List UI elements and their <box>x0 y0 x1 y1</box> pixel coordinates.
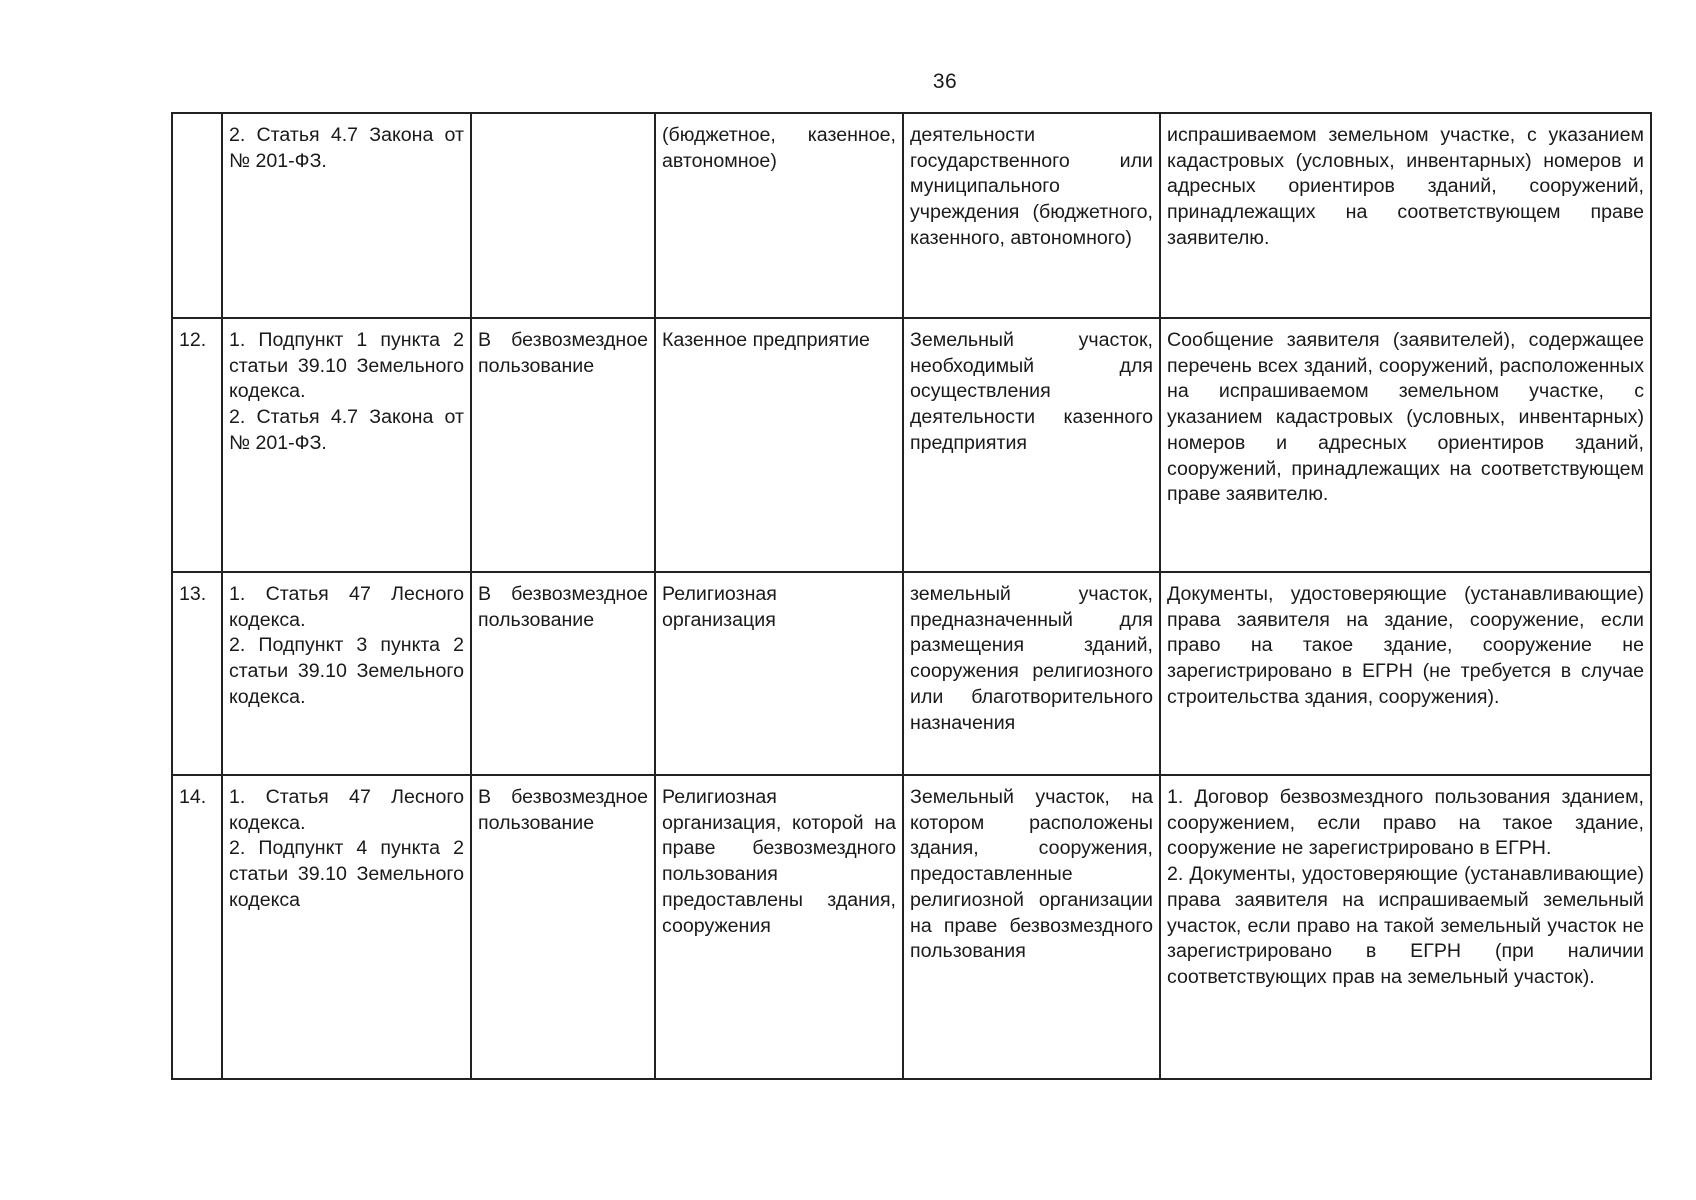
land-purpose-cell: земельный участок, предназначенный для размещения зданий, сооружения религиозного или благотворительного назначения <box>903 572 1160 775</box>
document-item: испрашиваемом земельном участке, с указанием кадастровых (условных, инвентарных) номеров и адресных ориентиров зданий, сооружений, принадлежащих на соответствующем праве заявителю. <box>1167 124 1644 249</box>
legal-basis-item: 1. Статья 47 Лесного кодекса. <box>229 786 464 834</box>
documents-cell <box>1160 113 1651 318</box>
document-item: Документы, удостоверяющие (устанавливающие) права заявителя на здание, сооружение, если право на такое здание, сооружение не зарегистрировано в ЕГРН (не требуется в случае строительства здания, сооружения). <box>1167 583 1644 708</box>
applicant-cell: Религиозная организация, которой на праве безвозмездного пользования предоставлены здания, сооружения <box>655 775 903 1079</box>
document-item: 2. Документы, удостоверяющие (устанавливающие) права заявителя на испрашиваемый земельный участок, если право на такой земельный участок не зарегистрировано в ЕГРН (при наличии соответствующих прав на земельный участок). <box>1167 863 1644 988</box>
table-row <box>172 775 1651 1079</box>
legal-basis-cell <box>222 775 471 1079</box>
land-purpose-cell: деятельности государственного или муниципального учреждения (бюджетного, казенного, автономного) <box>903 113 1160 318</box>
row-number <box>172 113 222 318</box>
documents-cell <box>1160 318 1651 572</box>
table-row <box>172 113 1651 318</box>
legal-basis-cell <box>222 113 471 318</box>
legal-basis-cell <box>222 572 471 775</box>
land-purpose-cell: Земельный участок, необходимый для осуществления деятельности казенного предприятия <box>903 318 1160 572</box>
legal-basis-item: 1. Статья 47 Лесного кодекса. <box>229 583 464 631</box>
applicant-cell: Казенное предприятие <box>655 318 903 572</box>
page-number: 36 <box>932 70 958 93</box>
row-number: 14. <box>172 775 222 1079</box>
document-item: 1. Договор безвозмездного пользования зданием, сооружением, если право на такое здание, сооружение не зарегистрировано в ЕГРН. <box>1167 786 1644 860</box>
applicant-cell: Религиозная организация <box>655 572 903 775</box>
table-row <box>172 318 1651 572</box>
row-number: 12. <box>172 318 222 572</box>
applicant-cell: (бюджетное, казенное, автономное) <box>655 113 903 318</box>
legal-basis-item: 2. Подпункт 4 пункта 2 статьи 39.10 Земельного кодекса <box>229 837 464 911</box>
table-row <box>172 572 1651 775</box>
legal-basis-item: 2. Статья 4.7 Закона от № 201-ФЗ. <box>229 406 464 454</box>
row-number: 13. <box>172 572 222 775</box>
documents-cell <box>1160 572 1651 775</box>
land-purpose-cell: Земельный участок, на котором расположены здания, сооружения, предоставленные религиозной организации на праве безвозмездного пользования <box>903 775 1160 1079</box>
legal-basis-cell <box>222 318 471 572</box>
services-table <box>171 112 1652 1080</box>
legal-basis-item: 2. Статья 4.7 Закона от № 201-ФЗ. <box>229 124 464 172</box>
right-type-cell: В безвозмездное пользование <box>471 318 655 572</box>
right-type-cell <box>471 113 655 318</box>
right-type-cell: В безвозмездное пользование <box>471 572 655 775</box>
legal-basis-item: 1. Подпункт 1 пункта 2 статьи 39.10 Земельного кодекса. <box>229 329 464 403</box>
document-item: Сообщение заявителя (заявителей), содержащее перечень всех зданий, сооружений, расположенных на испрашиваемом земельном участке, с указанием кадастровых (условных, инвентарных) номеров и адресных ориентиров зданий, сооружений, принадлежащих на соответствующем праве заявителю. <box>1167 329 1644 506</box>
right-type-cell: В безвозмездное пользование <box>471 775 655 1079</box>
documents-cell <box>1160 775 1651 1079</box>
legal-basis-item: 2. Подпункт 3 пункта 2 статьи 39.10 Земельного кодекса. <box>229 634 464 708</box>
